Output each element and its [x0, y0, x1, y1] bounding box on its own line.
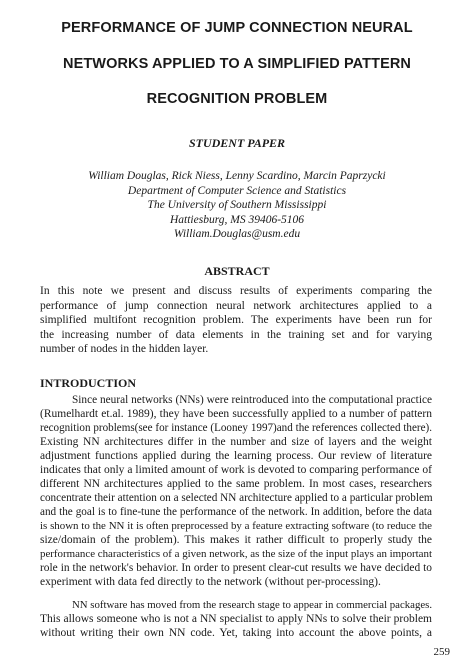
intro-line: Existing NN architectures differ in the number and size of layers and the weight [40, 436, 432, 448]
author-names: William Douglas, Rick Niess, Lenny Scardino, Marcin Paprzycki [88, 170, 386, 182]
title-line-3: RECOGNITION PROBLEM [146, 91, 328, 107]
intro-line: and the goal is to fine-tune the performance of the network. In addition, before the data [40, 506, 432, 518]
abstract-line: In this note we present and discuss results of experiments comparing the [40, 285, 432, 297]
intro-line: role in the network's behavior. In order to present clear-cut results we have decided to [40, 562, 432, 574]
intro-line: Since neural networks (NNs) were reintroduced into the computational practice [72, 394, 432, 406]
abstract-line: number of nodes in the hidden layer. [40, 343, 209, 355]
intro-line: (Rumelhardt et.al. 1989), they have been successfully applied to a number of pattern [40, 408, 432, 420]
title-line-2: NETWORKS APPLIED TO A SIMPLIFIED PATTERN [63, 56, 411, 72]
intro-line: without writing their own NN code. Yet, taking into account the above points, a [40, 627, 432, 639]
abstract-heading: ABSTRACT [204, 264, 270, 278]
intro-line: performance characteristics of a given network, as the size of the input plays an important [40, 548, 432, 560]
title-line-1: PERFORMANCE OF JUMP CONNECTION NEURAL [61, 20, 413, 36]
intro-line: concentrate their attention on a selected NN architecture applied to a particular problem [40, 492, 433, 504]
intro-line: experiment with data fed directly to the network (without per-processing). [40, 576, 381, 588]
abstract-line: performance of jump connection neural network architectures applied to a [40, 300, 432, 312]
intro-line: different NN architectures applied to the same problem. In most cases, researchers [40, 478, 432, 490]
page-number: 259 [433, 646, 450, 658]
abstract-line: simplified multifont recognition problem. The experiments have been run for [40, 314, 432, 326]
intro-line: NN software has moved from the research stage to appear in commercial packages. [72, 599, 433, 611]
abstract-line: the increasing number of data elements in the training set and for varying [40, 329, 432, 341]
intro-line: indicates that only a limited amount of work is devoted to comparing performance of [40, 464, 432, 476]
author-department: Department of Computer Science and Statistics [127, 185, 347, 197]
introduction-heading: INTRODUCTION [40, 376, 137, 390]
intro-line: adjustment functions applied during the learning process. Our review of literature [40, 450, 432, 462]
author-email: William.Douglas@usm.edu [173, 228, 301, 240]
author-university: The University of Southern Mississippi [147, 199, 327, 211]
intro-line: is shown to the NN it is often preprocessed by a feature extracting software (to reduce the [40, 520, 432, 532]
author-city: Hattiesburg, MS 39406-5106 [169, 214, 305, 226]
intro-line: recognition problems(see for instance (Looney 1997)and the references collected there). [40, 422, 432, 434]
intro-line: This allows someone who is not a NN specialist to apply NNs to solve their problem [40, 613, 432, 625]
intro-line: size/domain of the problem). This makes it rather difficult to properly study the [40, 534, 432, 546]
paper-type-label: STUDENT PAPER [188, 136, 286, 150]
